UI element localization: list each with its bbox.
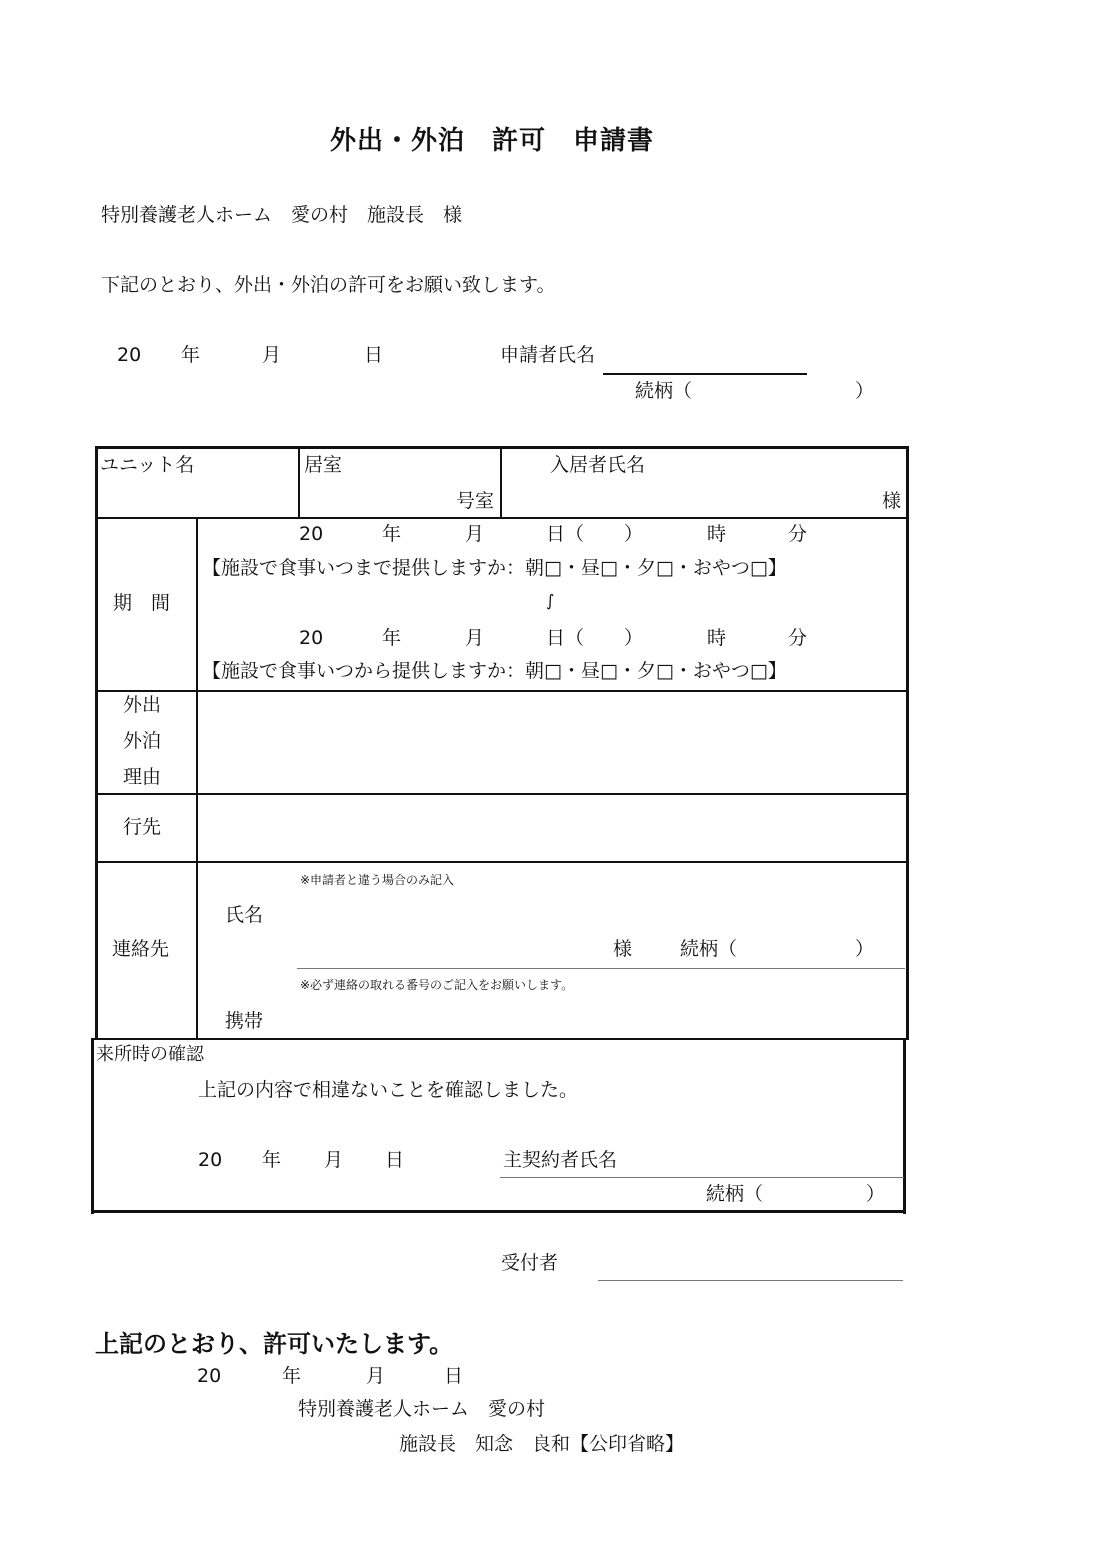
contact-name-label: 氏名 (225, 904, 264, 926)
minute-label: 分 (788, 523, 808, 545)
unit-name-field[interactable] (100, 470, 296, 514)
reason-label-2: 外泊 (123, 730, 162, 752)
relationship-label: 続柄（ (635, 380, 693, 402)
contact-relationship-label: 続柄（ (680, 938, 738, 960)
reason-field[interactable] (200, 694, 904, 791)
year-label: 年 (181, 344, 201, 366)
month-label: 月 (366, 1365, 386, 1387)
minute-label: 分 (788, 627, 808, 649)
hour-label: 時 (707, 523, 727, 545)
contact-relationship-close: ） (855, 938, 875, 960)
day-label: 日 (444, 1365, 464, 1387)
month-label: 月 (465, 627, 485, 649)
approval-director: 施設長 知念 良和【公印省略】 (399, 1433, 685, 1455)
reason-label-3: 理由 (123, 766, 162, 788)
year-prefix: 20 (198, 1149, 223, 1171)
day-label: 日 (385, 1149, 405, 1171)
request-text: 下記のとおり、外出・外泊の許可をお願い致します。 (101, 274, 556, 296)
month-label: 月 (324, 1149, 344, 1171)
applicant-name-field[interactable] (603, 373, 807, 375)
approval-text: 上記のとおり、許可いたします。 (95, 1330, 454, 1358)
contractor-name-field[interactable] (500, 1177, 904, 1178)
visit-confirm-text: 上記の内容で相違ないことを確認しました。 (198, 1079, 579, 1101)
dow-close: ） (624, 627, 644, 649)
contact-sama: 様 (613, 938, 633, 960)
day-label: 日（ (546, 523, 585, 545)
year-prefix: 20 (299, 627, 324, 649)
contact-name-field[interactable] (290, 895, 600, 965)
year-prefix: 20 (299, 523, 324, 545)
resident-suffix: 様 (882, 490, 902, 512)
room-number-field[interactable] (304, 478, 454, 514)
contact-note-2: ※必ず連絡の取れる番号のご記入をお願いします。 (300, 978, 574, 992)
approval-facility: 特別養護老人ホーム 愛の村 (298, 1398, 546, 1420)
receiver-field[interactable] (598, 1280, 903, 1281)
contact-label: 連絡先 (112, 938, 170, 960)
year-label: 年 (282, 1365, 302, 1387)
month-label: 月 (465, 523, 485, 545)
room-suffix: 号室 (456, 490, 495, 512)
resident-name-label: 入居者氏名 (550, 454, 646, 476)
year-label: 年 (262, 1149, 282, 1171)
applicant-name-label: 申請者氏名 (500, 344, 596, 366)
year-prefix: 20 (117, 344, 142, 366)
meal-from-question[interactable]: 【施設で食事いつから提供しますか：朝□・昼□・夕□・おやつ□】 (202, 660, 787, 682)
contractor-name-label: 主契約者氏名 (503, 1149, 618, 1171)
relationship-close: ） (855, 380, 875, 402)
room-label: 居室 (304, 454, 343, 476)
year-label: 年 (382, 627, 402, 649)
addressee: 特別養護老人ホーム 愛の村 施設長 様 (101, 204, 463, 226)
mobile-field[interactable] (290, 998, 900, 1036)
contractor-relationship-close: ） (866, 1183, 886, 1205)
mobile-label: 携帯 (225, 1010, 264, 1032)
day-label: 日 (364, 344, 384, 366)
year-prefix: 20 (197, 1365, 222, 1387)
page-title: 外出・外泊 許可 申請書 (330, 126, 655, 156)
range-tilde: ∫ (546, 591, 555, 610)
hour-label: 時 (707, 627, 727, 649)
destination-field[interactable] (200, 797, 904, 859)
resident-name-field[interactable] (510, 478, 880, 514)
contractor-relationship-label: 続柄（ (706, 1183, 764, 1205)
year-label: 年 (382, 523, 402, 545)
contact-note-1: ※申請者と違う場合のみ記入 (300, 873, 455, 887)
unit-name-label: ユニット名 (100, 454, 195, 476)
dow-close: ） (624, 523, 644, 545)
reason-label-1: 外出 (123, 694, 162, 716)
visit-confirm-label: 来所時の確認 (96, 1044, 204, 1065)
month-label: 月 (262, 344, 282, 366)
day-label: 日（ (546, 627, 585, 649)
receiver-label: 受付者 (501, 1252, 559, 1274)
meal-until-question[interactable]: 【施設で食事いつまで提供しますか：朝□・昼□・夕□・おやつ□】 (202, 557, 787, 579)
period-label: 期 間 (113, 592, 171, 614)
destination-label: 行先 (123, 816, 162, 838)
